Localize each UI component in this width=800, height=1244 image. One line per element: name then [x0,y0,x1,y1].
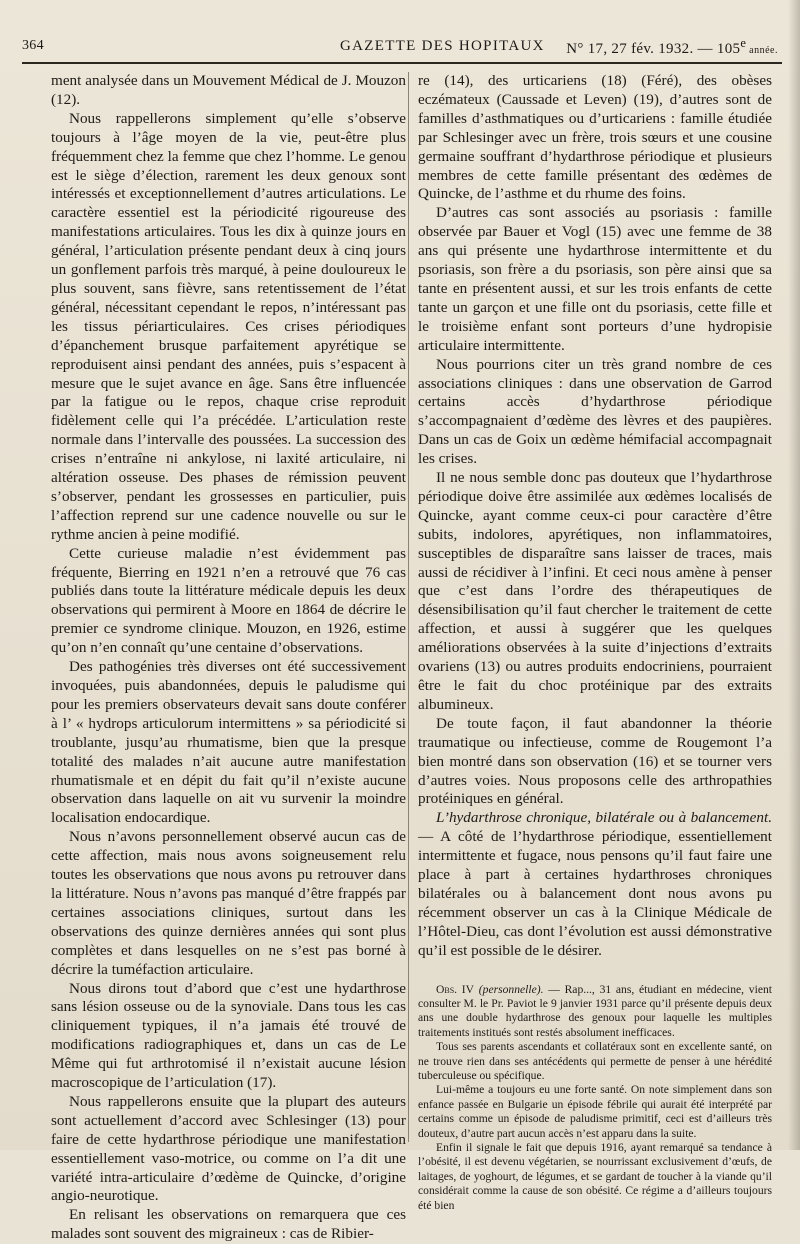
paragraph: En relisant les observations on remarquera que ces malades sont souvent des migraineux : cas de Ribier- [51,1206,406,1243]
header-rule [22,62,782,64]
running-header [22,34,782,60]
observation-paragraph: Enfin il signale le fait que depuis 1916, ayant remarqué sa tendance à l’obésité, il est devenu végétarien, se nourrissant exclusivement d’œufs, de laitages, de yoghourt, de légumes, et se gardant de toucher à la viande qu’il considérait comme la cause de son obésité. Ce régime a d’ailleurs toujours été bien [418,1141,772,1212]
paragraph: De toute façon, il faut abandonner la théorie traumatique ou infectieuse, comme de Rougemont l’a bien montré dans son observation (16) et se tourner vers d’autres voies. Nous proposons celle des arthropathies protéiniques en général. [418,714,772,808]
observation-paragraph [418,983,772,1041]
observation-paragraph: Lui-même a toujours eu une forte santé. On note simplement dans son enfance passée en Bulgarie un épisode fébrile qui aurait été interprété par certains comme un épisode de paludisme primitif, ceci est d’ailleurs très douteux, d’autre part aucun accès n’est apparu dans la suite. [418,1083,772,1140]
right-column [418,72,772,1213]
subsection-paragraph [418,809,772,960]
page-edge-shadow [788,0,800,1150]
column-divider [408,72,409,1142]
observation-label-note: (personnelle). [478,982,544,996]
observation-text: — Rap..., 31 ans, étudiant en médecine, vient consulter M. le Pr. Paviot le 9 janvier 1931 parce qu’il présente depuis deux ans une double hydarthrose des genoux pour laquelle les multiples traitements institués sont restés absolument inefficaces. [418,982,772,1039]
left-column [51,72,406,1244]
paragraph: ment analysée dans un Mouvement Médical de J. Mouzon (12). [51,72,406,108]
issue-date: N° 17, 27 fév. 1932. — 105 [566,41,741,57]
observation-paragraph: Tous ses parents ascendants et collatéraux sont en excellente santé, on ne trouve rien dans ses antécédents qui permette de penser à une hérédité tuberculeuse ou spécifique. [418,1040,772,1083]
paragraph: Cette curieuse maladie n’est évidemment pas fréquente, Bierring en 1921 n’en a retrouvé que 76 cas publiés dans toute la littérature médicale depuis les deux observations qui permirent à Moore en 1864 de décrire le premier ce syndrome clinique. Mouzon, en 1926, estime qu’on n’en connaît qu’une centaine d’observations. [51,544,406,657]
subsection-text: — A côté de l’hydarthrose périodique, essentiellement intermittente et fugace, nous pensons qu’il faut faire une place à part à certaines hydarthroses chroniques bilatérales ou à balancement dont nous avons pu récemment observer un cas à la Clinique Médicale de l’Hôtel-Dieu, cas dont l’évolution est aussi démonstrative qu’il est possible de le désirer. [418,828,772,959]
journal-title: GAZETTE DES HOPITAUX [340,38,545,54]
paragraph: Nous n’avons personnellement observé aucun cas de cette affection, mais nous avons soigneusement relu toutes les observations que nous avons pu retrouver dans la littérature. Nous n’avons pas manqué d’être frappés par certaines associations cliniques, surtout dans les observations des quinze dernières années qui sont plus complètes et dans lesquelles on ne s’est pas borné à décrire la tuméfaction articulaire. [51,828,406,978]
subsection-title: L’hydarthrose chronique, bilatérale ou à balancement. [436,809,772,827]
issue-info [566,36,778,58]
paragraph: re (14), des urticariens (18) (Féré), des obèses eczémateux (Caussade et Leven) (19), d’autres sont de familles d’asthmatiques ou d’urticariens : famille étudiée par Schlesinger avec un frère, trois sœurs et une cousine germaine souffrant d’hydarthrose périodique et plusieurs membres de cette famille présentant des œdèmes de Quincke, de l’asthme et du rhume des foins. [418,72,772,203]
issue-suffix: année. [746,45,778,56]
observation-label: Obs. IV [436,982,475,996]
issue-ordinal: e [740,36,747,50]
paragraph: Nous rappellerons simplement qu’elle s’observe toujours à l’âge moyen de la vie, peut-être plus fréquemment chez la femme que chez l’homme. Le genou est le siège d’élection, rarement les deux genoux sont intéressés et exceptionnellement d’autres articulations. Le caractère essentiel est la périodicité rigoureuse des manifestations articulaires. Tous les dix à quinze jours en général, l’articulation présente pendant deux à cinq jours un gonflement parfois très marqué, à peine douloureux le plus souvent, sans fièvre, sans retentissement de l’état général, nécessitant cependant le repos, n’intéressant pas les tissus périarticulaires. Ces crises périodiques d’épanchement brusque parfaitement apyrétique se reproduisent ainsi pendant des années, puis s’espacent à mesure que le sujet avance en âge. Sans être influencée par la fatigue ou le repos, chaque crise reproduit fidèlement celle qui l’a précédée. L’articulation reste normale dans l’intervalle des poussées. La succession des crises n’entraîne ni ankylose, ni laxité articulaire, ni altération osseuse. Des phases de rémission peuvent s’observer, pendant les grossesses en particulier, puis l’affection reprend sur une cadence nouvelle ou sur le rythme ancien à peine modifié. [51,109,406,543]
paragraph: Il ne nous semble donc pas douteux que l’hydarthrose périodique doive être assimilée aux œdèmes localisés de Quincke, ayant comme ceux-ci pour caractère d’être subits, indolores, apyrétiques, non inflammatoires, susceptibles de disparaître sans laisser de traces, mais aussi de récidiver à l’infini. Et ceci nous amène à penser que c’est dans l’ordre des thérapeutiques de désensibilisation qu’il faut chercher le traitement de cette affection, et aussi à suggérer que les quelques améliorations observées à la suite d’injections d’extraits ovariens (13) ou autres produits endocriniens, pourraient être le fait du choc protéinique par des extraits albumineux. [418,469,772,713]
paragraph: Nous rappellerons ensuite que la plupart des auteurs sont actuellement d’accord avec Schlesinger (13) pour faire de cette hydarthrose périodique une manifestation essentiellement vaso-motrice, ou comme on l’a dit une variété intra-articulaire d’œdème de Quincke, d’origine angio-neurotique. [51,1092,406,1205]
paragraph: D’autres cas sont associés au psoriasis : famille observée par Bauer et Vogl (15) avec une femme de 38 ans qui présente une hydarthrose intermittente et du psoriasis, son frère a du psoriasis, son père ainsi que sa tante en présentent aussi, et sur les trois enfants de cette tante un garçon et une fille ont du psoriasis, cette fille et le troisième enfant sont porteurs d’une hydropisie articulaire intermittente. [418,204,772,354]
paragraph: Nous pourrions citer un très grand nombre de ces associations cliniques : dans une observation de Garrod certains accès d’hydarthrose périodique s’accompagnaient d’œdème des lèvres et des paupières. Dans un cas de Goix un œdème hémifacial accompagnait les crises. [418,355,772,468]
page-number: 364 [22,38,44,53]
paragraph: Des pathogénies très diverses ont été successivement invoquées, puis abandonnées, depuis le paludisme qui pour les premiers observateurs devait sans doute conférer à l’ « hydrops articulorum intermittens » sa périodicité si troublante, jusqu’au rhumatisme, bien que la presque totalité des malades n’ait aucune autre manifestation rhumatismale et en dépit du fait qu’il n’existe aucune observation dans laquelle on ait vu survenir la moindre localisation endocardique. [51,658,406,827]
paragraph: Nous dirons tout d’abord que c’est une hydarthrose sans lésion osseuse ou de la synoviale. Dans tous les cas cliniquement typiques, il n’a jamais été trouvé de modifications radiographiques et, dans un cas de Le Même qui fut arthrotomisé il n’existait aucune lésion macroscopique de l’articulation (17). [51,979,406,1092]
